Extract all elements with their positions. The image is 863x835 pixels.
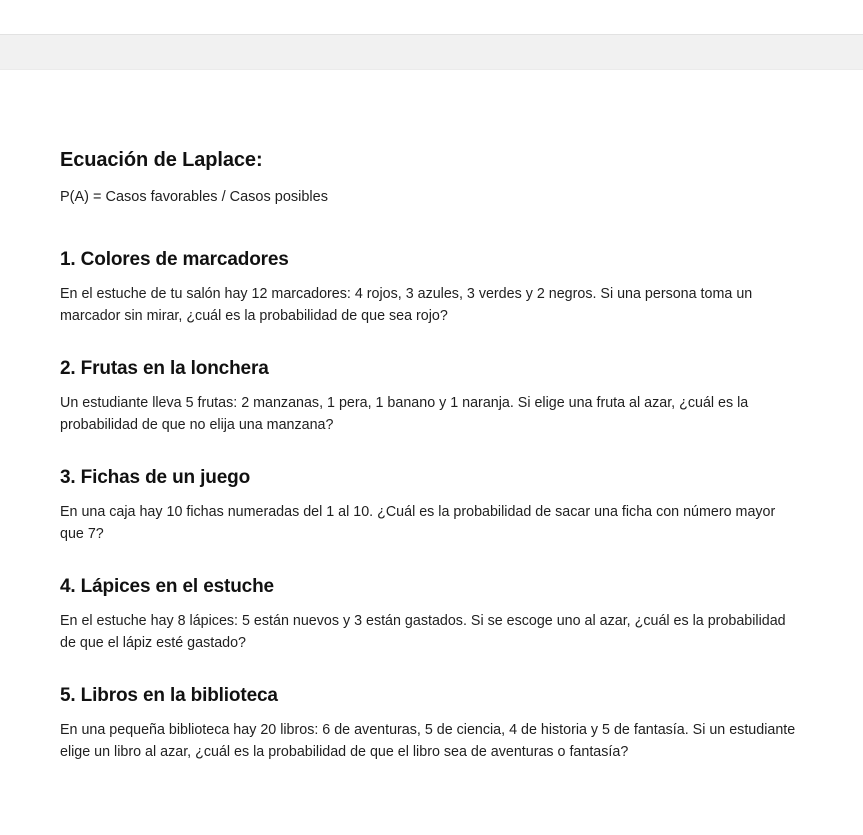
problem-heading: 2. Frutas en la lonchera	[60, 358, 269, 380]
problem-item	[60, 575, 801, 654]
problem-heading: 5. Libros en la biblioteca	[60, 685, 278, 707]
problem-item	[60, 466, 801, 545]
toolbar-bar	[0, 34, 863, 70]
problem-heading: 4. Lápices en el estuche	[60, 576, 274, 598]
problem-item	[60, 684, 801, 763]
equation-title: Ecuación de Laplace:	[60, 149, 263, 171]
document-page	[0, 70, 863, 803]
document-scroll-area[interactable]	[0, 70, 863, 835]
problem-body: En una caja hay 10 fichas numeradas del 1 al 10. ¿Cuál es la probabilidad de sacar una ficha con número mayor que 7?	[60, 503, 776, 543]
equation-formula: P(A) = Casos favorables / Casos posibles	[60, 189, 328, 205]
problem-item	[60, 248, 801, 327]
problem-heading: 1. Colores de marcadores	[60, 249, 289, 271]
problem-body: En una pequeña biblioteca hay 20 libros: 6 de aventuras, 5 de ciencia, 4 de historia y 5 de fantasía. Si un estudiante elige un libro al azar, ¿cuál es la probabilidad de que el libro sea de aventuras o fantasía?	[60, 722, 796, 761]
problem-heading: 3. Fichas de un juego	[60, 467, 251, 489]
problem-body: En el estuche hay 8 lápices: 5 están nuevos y 3 están gastados. Si se escoge uno al azar, ¿cuál es la probabilidad de que el lápiz esté gastado?	[60, 612, 786, 652]
problem-body: Un estudiante lleva 5 frutas: 2 manzanas, 1 pera, 1 banano y 1 naranja. Si elige una fruta al azar, ¿cuál es la probabilidad de que no elija una manzana?	[60, 394, 749, 433]
problem-item	[60, 357, 801, 436]
problem-body: En el estuche de tu salón hay 12 marcadores: 4 rojos, 3 azules, 3 verdes y 2 negros. Si una persona toma un marcador sin mirar, ¿cuál es la probabilidad de que sea rojo?	[60, 285, 753, 324]
top-white-spacer	[0, 0, 863, 34]
